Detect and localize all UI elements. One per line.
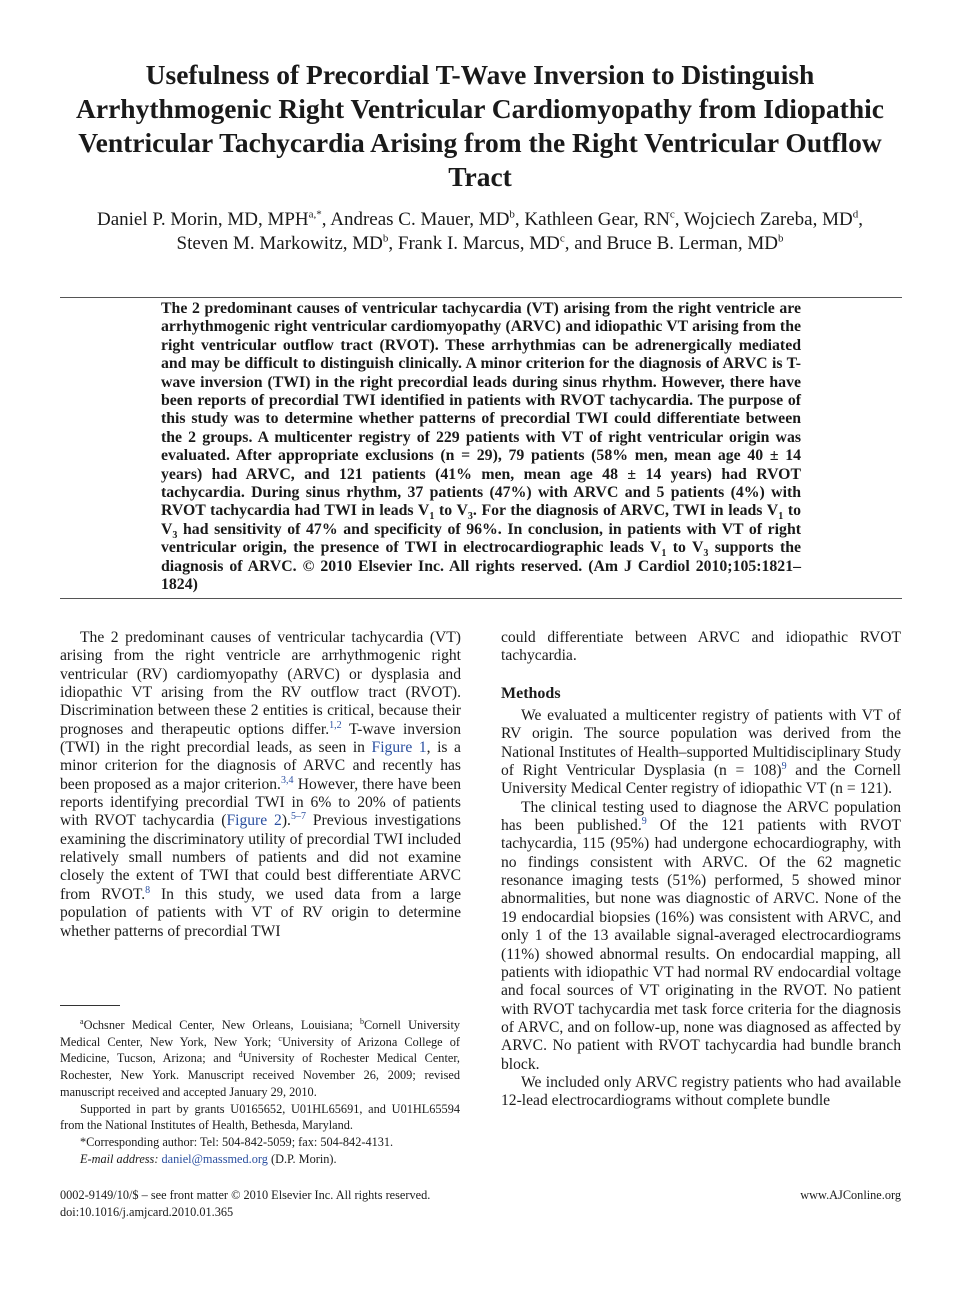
abstract-text: The 2 predominant causes of ventricular tachycardia (VT) arising from the right ventricle are arrhythmogenic right ventricular cardiomyopathy (ARVC) and idiopathic VT arising from the right ventricular outflow tract (RVOT). These arrhythmias can be adrenergically mediated and may be difficult to distinguish clinically. A minor criterion for the diagnosis of ARVC is T-wave inversion (TWI) in the right precordial leads during sinus rhythm. However, there have been reports of precordial TWI identified in patients with RVOT tachycardia. The purpose of this study was to determine whether patterns of precordial TWI could differentiate between the 2 groups. A multicenter registry of 229 patients with VT of right ventricular origin was evaluated. After appropriate exclusions (n = 29), 79 patients (58% men, mean age 40 ± 14 years) had ARVC, and 121 patients (41% men, mean age 48 ± 14 years) had RVOT tachycardia. During sinus rhythm, 37 patients (47%) with ARVC and 5 patients (4%) with RVOT tachycardia had TWI in leads $V_1$ to $V_3$. For the diagnosis of ARVC, TWI in leads $V_1$ to $V_3$ had sensitivity of 47% and specificity of 96%. In conclusion, in patients with VT of right ventricular origin, the presence of TWI in electrocardiographic leads $V_1$ to $V_3$ supports the diagnosis of ARVC. © 2010 Elsevier Inc. All rights reserved. (Am J Cardiol 2010;105:1821–1824) (161, 300, 801, 594)
author-list (90, 208, 870, 256)
footnote-rule (60, 1005, 120, 1006)
abstract-bottom-rule (60, 598, 902, 599)
author-name: , Andreas C. Mauer, MD (321, 209, 510, 230)
doi-line[interactable]: doi:10.1016/j.amjcard.2010.01.365 (60, 1205, 234, 1219)
corresponding-author-note: *Corresponding author: Tel: 504-842-5059; fax: 504-842-4131. (80, 1134, 394, 1149)
author-affiliation-marker: b (382, 232, 389, 245)
funding-note: Supported in part by grants U0165652, U01HL65691, and U01HL65594 from the National Institutes of Health, Bethesda, Maryland. (60, 1101, 460, 1133)
citation-link[interactable]: 3,4 (280, 774, 294, 786)
email-link[interactable]: daniel@massmed.org (161, 1151, 268, 1166)
author-name: , Kathleen Gear, RN (514, 209, 670, 230)
footer-left (60, 1187, 430, 1221)
abstract-top-rule (60, 297, 902, 298)
author-name: , Wojciech Zareba, MD (674, 209, 853, 230)
methods-heading: Methods (501, 684, 561, 702)
journal-website[interactable]: www.AJConline.org (800, 1188, 901, 1202)
author-affiliation-marker: b (509, 208, 515, 221)
intro-continuation: could differentiate between ARVC and idiopathic RVOT tachycardia. (501, 629, 901, 665)
author-affiliation-marker: b (777, 232, 784, 245)
methods-paragraph: We included only ARVC registry patients who had available 12-lead electrocardiograms without complete bundle (501, 1073, 901, 1110)
author-affiliation-marker: a,* (308, 208, 322, 221)
figure-1-link[interactable]: Figure 1 (371, 739, 427, 757)
citation-link[interactable]: 1,2 (329, 719, 342, 731)
email-note: E-mail address: daniel@massmed.org (D.P. Morin). (80, 1151, 337, 1166)
article-title: Usefulness of Precordial T-Wave Inversion to Distinguish Arrhythmogenic Right Ventricular Cardiomyopathy from Idiopathic Ventricular Tachycardia Arising from the Right Ventricular Outflow Tract (76, 59, 884, 192)
author-name: , and Bruce B. Lerman, MD (564, 233, 778, 254)
citation-link[interactable]: 9 (641, 815, 647, 827)
author-name: , Steven M. Markowitz, MD (176, 209, 863, 254)
footnotes (60, 1017, 460, 1167)
author-affiliation-marker: c (559, 232, 565, 245)
right-column (501, 629, 901, 1111)
figure-2-link[interactable]: Figure 2 (226, 812, 282, 830)
intro-paragraph: The 2 predominant causes of ventricular tachycardia (VT) arising from the right ventricle are arrhythmogenic right ventricular (RV) cardiomyopathy (ARVC) or dysplasia and idiopathic VT arising from the RV outflow tract (RVOT). Discrimination between these 2 entities is critical, because their prognoses and therapeutic options differ.$^{1,2}$ T-wave inversion (TWI) in the right precordial leads, as seen in Figure 1, is a minor criterion for the diagnosis of ARVC and recently has been proposed as a major criterion.$^{3,4}$ However, there have been reports identifying precordial TWI in 6% to 20% of patients with RVOT tachycardia (Figure 2).$^{5-7}$ Previous investigations examining the discriminatory utility of precordial TWI included relatively small numbers of patients and did not examine closely the extent of TWI that could best differentiate ARVC from RVOT.$^8$ In this study, we used data from a large population of patients with VT of RV origin to determine whether patterns of precordial TWI (60, 629, 461, 940)
issn-line: 0002-9149/10/$ – see front matter © 2010 Elsevier Inc. All rights reserved. (60, 1188, 431, 1202)
author-affiliation-marker: d (852, 208, 859, 221)
citation-link[interactable]: 9 (781, 760, 787, 772)
methods-paragraph: The clinical testing used to diagnose the ARVC population has been published.$^9$ Of the 121 patients with RVOT tachycardia, 115 (95%) had undergone echocardiography, with no findings consistent with ARVC. Of the 62 magnetic resonance imaging tests (51%) performed, 5 showed minor abnormalities, but none was diagnostic of ARVC. None of the 19 endocardial biopsies (16%) was consistent with ARVC, and only 1 of the 13 available signal-averaged electrocardiograms (11%) showed abnormal results. On endocardial mapping, all patients with idiopathic VT had normal RV endocardial voltage and focal sources of VT originating in the RVOT. No patient with RVOT tachycardia met task force criteria for the diagnosis of ARVC, and on follow-up, none was diagnosed as affected by ARVC. No patient with RVOT tachycardia had bundle branch block. (501, 798, 901, 1073)
left-column (60, 629, 461, 941)
author-affiliation-marker: c (669, 208, 675, 221)
methods-paragraph: We evaluated a multicenter registry of patients with VT of RV origin. The source population was derived from the National Institutes of Health–supported Multidisciplinary Study of Right Ventricular Dysplasia (n = 108)$^9$ and the Cornell University Medical Center registry of idiopathic VT (n = 121). (501, 707, 901, 798)
citation-link[interactable]: 5–7 (290, 811, 306, 823)
author-name: , Frank I. Marcus, MD (388, 233, 560, 254)
author-name: Daniel P. Morin, MD, MPH (97, 209, 309, 230)
citation-link[interactable]: 8 (145, 884, 151, 896)
affiliations-note: $^a$Ochsner Medical Center, New Orleans, Louisiana; $^b$Cornell University Medical Center, New York, New York; $^c$University of Arizona College of Medicine, Tucson, Arizona; and $^d$University of Rochester Medical Center, Rochester, New York. Manuscript received November 26, 2009; revised manuscript received and accepted January 29, 2010. (60, 1016, 461, 1099)
abstract (161, 300, 801, 595)
